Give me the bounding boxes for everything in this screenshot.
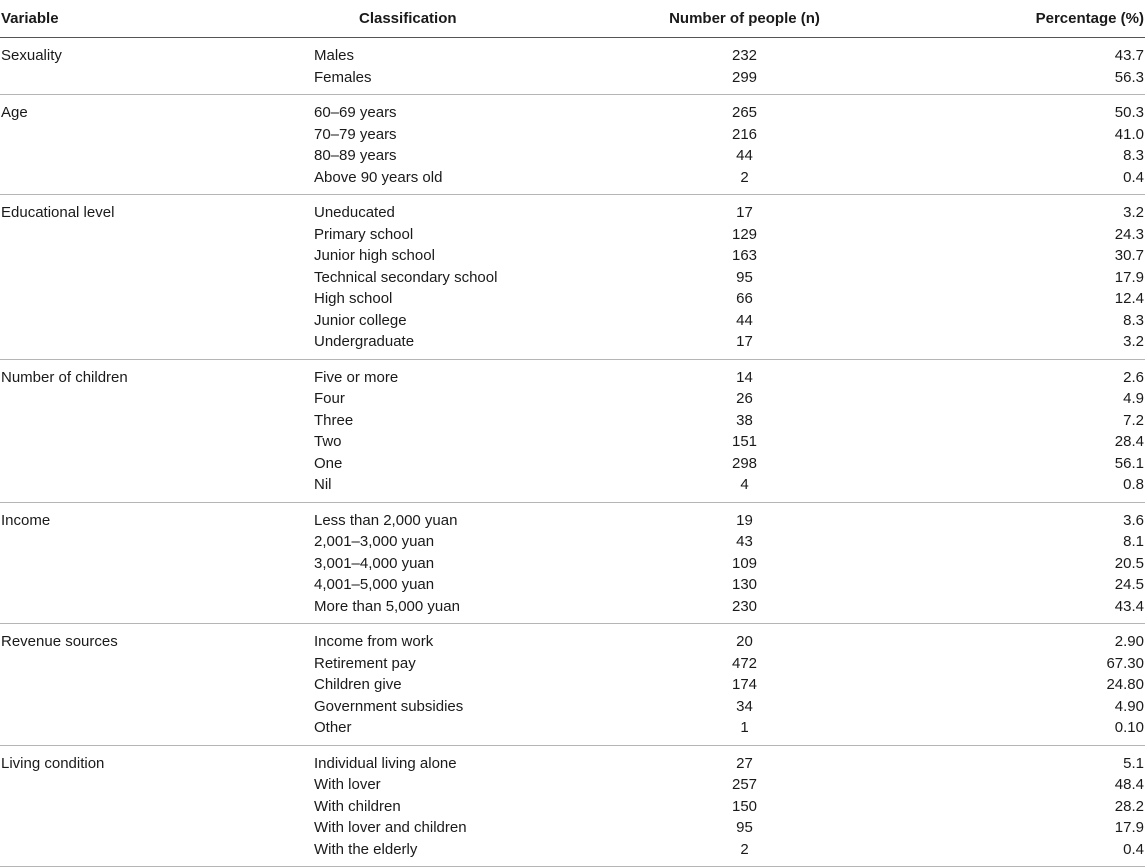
classification-cell: Four (314, 390, 345, 407)
variable-cell (0, 674, 314, 696)
classification-cell: Children give (314, 676, 402, 693)
percentage-cell: 50.3 (1114, 104, 1144, 121)
number-of-people-cell: 1 (740, 719, 749, 736)
classification-cell: Retirement pay (314, 654, 416, 672)
table-row (0, 574, 1145, 596)
number-of-people-cell: 27 (736, 754, 753, 772)
number-of-people-cell: 17 (736, 204, 753, 221)
percentage-cell: 43.4 (1114, 597, 1144, 615)
classification-cell: Junior college (314, 311, 407, 329)
percentage-cell: 2.90 (1114, 633, 1144, 650)
classification-cell: 70–79 years (314, 125, 397, 143)
table-row (0, 410, 1145, 432)
header-classification: Classification (314, 0, 604, 38)
table-row (0, 359, 1145, 388)
variable-cell: Income (1, 511, 51, 529)
number-of-people-cell: 2 (740, 840, 749, 858)
percentage-cell: 7.2 (1123, 411, 1144, 429)
variable-group (0, 502, 1145, 624)
number-of-people-cell: 95 (736, 819, 753, 836)
classification-cell: Males (314, 47, 355, 64)
table-row (0, 267, 1145, 289)
variable-cell: Educational level (1, 204, 115, 221)
table-row (0, 388, 1145, 410)
percentage-cell: 4.90 (1114, 697, 1144, 715)
variable-cell (0, 331, 314, 359)
classification-cell: 4,001–5,000 yuan (314, 576, 435, 593)
number-of-people-cell: 44 (736, 311, 753, 329)
percentage-cell: 24.3 (1114, 225, 1144, 243)
variable-cell (0, 410, 314, 432)
number-of-people-cell: 174 (731, 676, 758, 693)
percentage-cell: 4.9 (1123, 390, 1144, 407)
table-row (0, 624, 1145, 653)
classification-cell: Three (314, 411, 354, 429)
table-row (0, 474, 1145, 502)
classification-cell: Undergraduate (314, 333, 415, 350)
number-of-people-cell: 4 (740, 476, 749, 493)
classification-cell: High school (314, 290, 393, 307)
variable-cell (0, 696, 314, 718)
table-row (0, 717, 1145, 745)
percentage-cell: 0.4 (1123, 168, 1144, 186)
variable-cell (0, 774, 314, 796)
percentage-cell: 3.2 (1123, 333, 1144, 350)
number-of-people-cell: 129 (731, 225, 758, 243)
number-of-people-cell: 257 (731, 776, 758, 793)
table-row (0, 310, 1145, 332)
classification-cell: Government subsidies (314, 697, 464, 715)
classification-cell: Other (314, 719, 352, 736)
table-row (0, 224, 1145, 246)
table-row (0, 653, 1145, 675)
table-row (0, 774, 1145, 796)
classification-cell: Income from work (314, 633, 434, 650)
number-of-people-cell: 26 (736, 390, 753, 407)
table-row (0, 745, 1145, 774)
table-row (0, 839, 1145, 867)
percentage-cell: 2.6 (1123, 368, 1144, 386)
variable-cell: Living condition (1, 754, 105, 772)
variable-group (0, 745, 1145, 867)
variable-cell (0, 839, 314, 867)
variable-cell (0, 431, 314, 453)
table-row (0, 167, 1145, 195)
variable-cell (0, 288, 314, 310)
number-of-people-cell: 19 (736, 511, 753, 529)
variable-cell (0, 310, 314, 332)
percentage-cell: 20.5 (1114, 554, 1144, 572)
percentage-cell: 8.1 (1123, 533, 1144, 550)
number-of-people-cell: 151 (731, 433, 758, 450)
percentage-cell: 30.7 (1114, 247, 1144, 264)
percentage-cell: 8.3 (1123, 311, 1144, 329)
classification-cell: Less than 2,000 yuan (314, 511, 458, 529)
percentage-cell: 41.0 (1114, 125, 1144, 143)
header-row (0, 0, 1145, 38)
number-of-people-cell: 130 (731, 576, 758, 593)
number-of-people-cell: 14 (736, 368, 753, 386)
variable-cell: Sexuality (1, 47, 62, 64)
variable-group (0, 38, 1145, 95)
number-of-people-cell: 299 (731, 68, 758, 86)
percentage-cell: 24.5 (1114, 576, 1144, 593)
table-row (0, 245, 1145, 267)
percentage-cell: 56.3 (1114, 68, 1144, 86)
variable-cell (0, 596, 314, 624)
percentage-cell: 0.8 (1123, 476, 1144, 493)
table-row (0, 696, 1145, 718)
number-of-people-cell: 472 (731, 654, 758, 672)
percentage-cell: 3.2 (1123, 204, 1144, 221)
table-row (0, 331, 1145, 359)
variable-cell (0, 717, 314, 745)
variable-group (0, 359, 1145, 502)
variable-cell (0, 453, 314, 475)
header-variable: Variable (0, 0, 314, 38)
number-of-people-cell: 265 (731, 104, 758, 121)
classification-cell: 60–69 years (314, 104, 397, 121)
table-row (0, 288, 1145, 310)
number-of-people-cell: 38 (736, 411, 753, 429)
number-of-people-cell: 109 (731, 554, 758, 572)
table-row (0, 195, 1145, 224)
number-of-people-cell: 43 (736, 533, 753, 550)
classification-cell: 3,001–4,000 yuan (314, 554, 435, 572)
classification-cell: Individual living alone (314, 754, 457, 772)
number-of-people-cell: 216 (731, 125, 758, 143)
variable-cell (0, 124, 314, 146)
classification-cell: With the elderly (314, 840, 418, 858)
percentage-cell: 67.30 (1106, 654, 1144, 672)
variable-cell (0, 474, 314, 502)
table-header (0, 0, 1145, 38)
percentage-cell: 17.9 (1114, 268, 1144, 286)
percentage-cell: 0.4 (1123, 840, 1144, 858)
variable-cell (0, 531, 314, 553)
variable-cell (0, 167, 314, 195)
variable-cell: Age (1, 104, 28, 121)
variable-cell (0, 653, 314, 675)
number-of-people-cell: 34 (736, 697, 753, 715)
percentage-cell: 56.1 (1114, 454, 1144, 472)
classification-cell: Five or more (314, 368, 399, 386)
percentage-cell: 28.2 (1114, 797, 1144, 815)
number-of-people-cell: 20 (736, 633, 753, 650)
percentage-cell: 12.4 (1114, 290, 1144, 307)
table-row (0, 502, 1145, 531)
variable-cell (0, 817, 314, 839)
variable-cell (0, 796, 314, 818)
table-row (0, 674, 1145, 696)
classification-cell: Primary school (314, 225, 414, 243)
classification-cell: Females (314, 68, 372, 86)
percentage-cell: 5.1 (1123, 754, 1144, 772)
number-of-people-cell: 66 (736, 290, 753, 307)
number-of-people-cell: 150 (731, 797, 758, 815)
table-row (0, 453, 1145, 475)
table-row (0, 531, 1145, 553)
variable-cell (0, 553, 314, 575)
table-row (0, 124, 1145, 146)
number-of-people-cell: 2 (740, 168, 749, 186)
classification-cell: Uneducated (314, 204, 395, 221)
table-row (0, 817, 1145, 839)
number-of-people-cell: 44 (736, 147, 753, 164)
table-row (0, 67, 1145, 95)
variable-cell (0, 245, 314, 267)
classification-cell: With lover (314, 776, 381, 793)
variable-group (0, 195, 1145, 360)
variable-cell (0, 67, 314, 95)
table-row (0, 95, 1145, 124)
classification-cell: One (314, 454, 343, 472)
classification-cell: 2,001–3,000 yuan (314, 533, 435, 550)
percentage-cell: 8.3 (1123, 147, 1144, 164)
classification-cell: Nil (314, 476, 332, 493)
variable-cell: Number of children (1, 368, 128, 386)
variable-cell (0, 267, 314, 289)
classification-cell: Technical secondary school (314, 268, 498, 286)
percentage-cell: 24.80 (1106, 676, 1144, 693)
table-row (0, 796, 1145, 818)
number-of-people-cell: 95 (736, 268, 753, 286)
header-percentage: Percentage (%) (885, 0, 1145, 38)
classification-cell: 80–89 years (314, 147, 397, 164)
number-of-people-cell: 298 (731, 454, 758, 472)
table-row (0, 38, 1145, 67)
classification-cell: Above 90 years old (314, 168, 443, 186)
variable-cell (0, 574, 314, 596)
classification-cell: More than 5,000 yuan (314, 597, 460, 615)
percentage-cell: 17.9 (1114, 819, 1144, 836)
classification-cell: With children (314, 797, 401, 815)
variable-group (0, 624, 1145, 746)
percentage-cell: 0.10 (1114, 719, 1144, 736)
variable-cell: Revenue sources (1, 633, 118, 650)
classification-cell: Two (314, 433, 342, 450)
table-row (0, 145, 1145, 167)
table-row (0, 596, 1145, 624)
percentage-cell: 43.7 (1114, 47, 1144, 64)
classification-cell: Junior high school (314, 247, 435, 264)
classification-cell: With lover and children (314, 819, 467, 836)
number-of-people-cell: 17 (736, 333, 753, 350)
number-of-people-cell: 232 (731, 47, 758, 64)
percentage-cell: 48.4 (1114, 776, 1144, 793)
header-number-of-people: Number of people (n) (604, 0, 885, 38)
number-of-people-cell: 163 (731, 247, 758, 264)
table-row (0, 553, 1145, 575)
table-row (0, 431, 1145, 453)
variable-cell (0, 145, 314, 167)
percentage-cell: 3.6 (1123, 511, 1144, 529)
variable-group (0, 95, 1145, 195)
percentage-cell: 28.4 (1114, 433, 1144, 450)
number-of-people-cell: 230 (731, 597, 758, 615)
variable-cell (0, 224, 314, 246)
variable-cell (0, 388, 314, 410)
